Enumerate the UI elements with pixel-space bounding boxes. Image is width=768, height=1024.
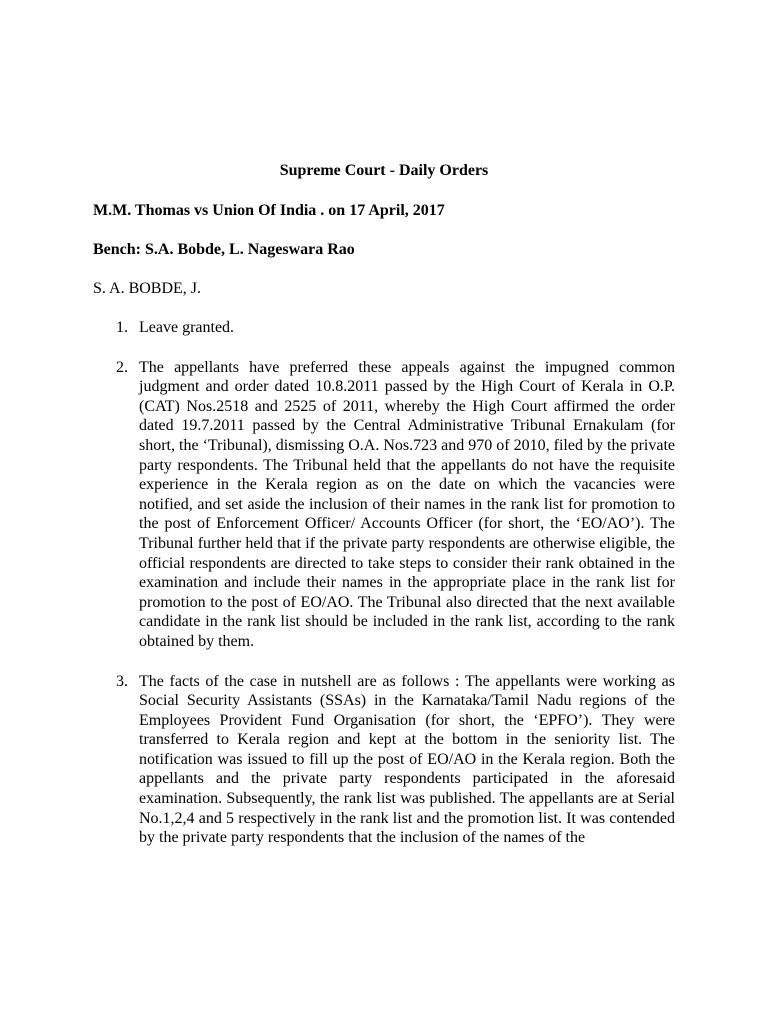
- case-title: M.M. Thomas vs Union Of India . on 17 April, 2017: [93, 202, 445, 219]
- paragraph-text: The appellants have preferred these appeals against the impugned common judgment and order dated 10.8.2011 passed by the High Court of Kerala in O.P.(CAT) Nos.2518 and 2525 of 2011, whereby the High Court affirmed the order dated 19.7.2011 passed by the Central Administrative Tribunal Ernakulam (for short, the ‘Tribunal), dismissing O.A. Nos.723 and 970 of 2010, filed by the private party respondents. The Tribunal held that the appellants do not have the requisite experience in the Kerala region as on the date on which the vacancies were notified, and set aside the inclusion of their names in the rank list for promotion to the post of Enforcement Officer/ Accounts Officer (for short, the ‘EO/AO’). The Tribunal further held that if the private party respondents are otherwise eligible, the official respondents are directed to take steps to consider their rank obtained in the examination and include their names in the appropriate place in the rank list for promotion to the post of EO/AO. The Tribunal also directed that the next available candidate in the rank list should be included in the rank list, according to the rank obtained by them.: [139, 358, 675, 650]
- judge-name: S. A. BOBDE, J.: [93, 280, 202, 297]
- paragraph-text: The facts of the case in nutshell are as follows : The appellants were working as Social Security Assistants (SSAs) in the Karnataka/Tamil Nadu regions of the Employees Provident Fund Organisation (for short, the ‘EPFO’). They were transferred to Kerala region and kept at the bottom in the seniority list. The notification was issued to fill up the post of EO/AO in the Kerala region. Both the appellants and the private party respondents participated in the aforesaid examination. Subsequently, the rank list was published. The appellants are at Serial No.1,2,4 and 5 respectively in the rank list and the promotion list. It was contended by the private party respondents that the inclusion of the names of the: [139, 672, 675, 847]
- paragraph-list: [93, 318, 675, 868]
- paragraph-number: 3.: [116, 672, 128, 690]
- bench-line: Bench: S.A. Bobde, L. Nageswara Rao: [93, 241, 355, 258]
- paragraph-item: [93, 318, 675, 338]
- paragraph-text: Leave granted.: [139, 319, 235, 336]
- paragraph-number: 2.: [116, 358, 128, 376]
- paragraph-item: [93, 358, 675, 652]
- paragraph-item: [93, 672, 675, 848]
- page-title: Supreme Court - Daily Orders: [279, 162, 489, 179]
- paragraph-number: 1.: [116, 319, 128, 336]
